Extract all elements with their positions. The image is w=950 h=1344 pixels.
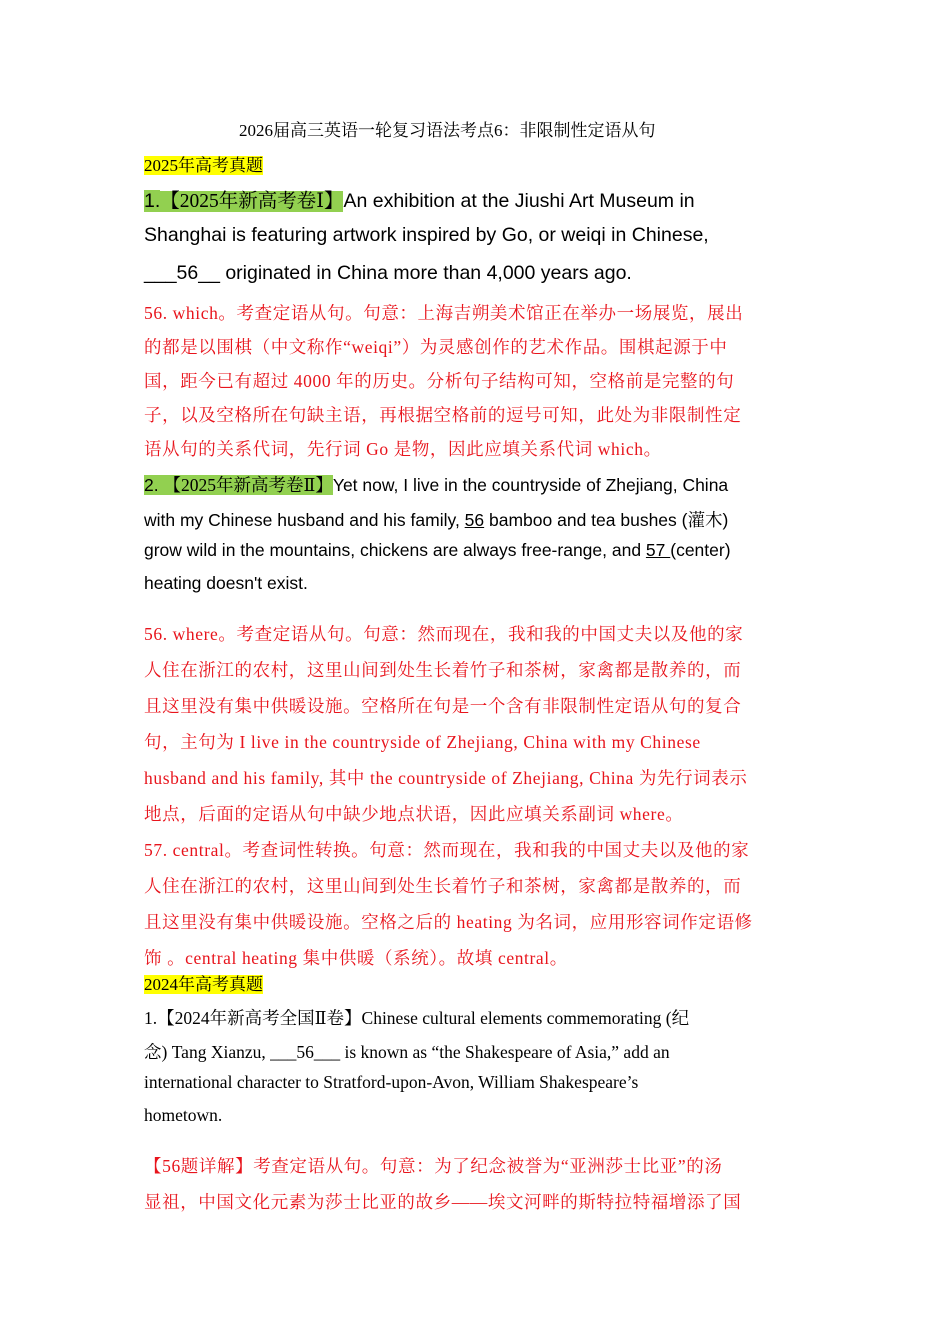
answer-line: 且这里没有集中供暖设施。空格之后的 heating 为名词，应用形容词作定语修 <box>144 912 753 932</box>
blank-57: 57 <box>645 540 671 560</box>
question-2024-1-line-4: hometown. <box>144 1105 223 1125</box>
question-2025-2-line-1 <box>144 472 728 497</box>
question-text: 念) Tang Xianzu, <box>144 1042 271 1062</box>
question-2025-2-line-2 <box>144 507 728 532</box>
question-text: is known as “the Shakespeare of Asia,” add an <box>340 1042 670 1062</box>
question-source-tag: 【2025年新高考卷Ⅰ】 <box>160 191 344 212</box>
answer-line: 57. central。考查词性转换。句意：然而现在，我和我的中国丈夫以及他的家 <box>144 840 750 860</box>
question-text: with my Chinese husband and his family, <box>144 510 465 530</box>
answer-line: 饰 。central heating 集中供暖（系统）。故填 central。 <box>144 948 568 968</box>
question-number: 1. <box>144 190 161 212</box>
answer-line: 56. where。考查定语从句。句意：然而现在，我和我的中国丈夫以及他的家 <box>144 624 744 644</box>
blank-56: ___56___ <box>270 1042 341 1062</box>
answer-line: 显祖，中国文化元素为莎士比亚的故乡——埃文河畔的斯特拉特福增添了国 <box>144 1192 742 1212</box>
page-title: 2026届高三英语一轮复习语法考点6：非限制性定语从句 <box>239 121 656 140</box>
question-text: grow wild in the mountains, chickens are always free-range, and <box>144 540 646 560</box>
answer-line: 人住在浙江的农村，这里山间到处生长着竹子和茶树，家禽都是散养的，而 <box>144 876 742 896</box>
section-heading-2025 <box>144 151 263 176</box>
question-2024-1-line-1: 1.【2024年新高考全国Ⅱ卷】Chinese cultural elements commemorating (纪 <box>144 1008 690 1028</box>
answer-line: 56. which。考查定语从句。句意：上海吉朔美术馆正在举办一场展览，展出 <box>144 303 744 323</box>
question-2025-1-line-3: ___56__ originated in China more than 4,000 years ago. <box>144 262 632 284</box>
answer-line: husband and his family, 其中 the countryside of Zhejiang, China 为先行词表示 <box>144 768 748 788</box>
question-text: bamboo and tea bushes (灌木) <box>484 510 729 530</box>
question-text: Yet now, I live in the countryside of Zhejiang, China <box>332 475 729 495</box>
question-2025-1-line-1 <box>144 185 695 213</box>
question-2025-1-line-2: Shanghai is featuring artwork inspired by Go, or weiqi in Chinese, <box>144 224 709 246</box>
answer-line: 人住在浙江的农村，这里山间到处生长着竹子和茶树，家禽都是散养的，而 <box>144 660 742 680</box>
blank-56: 56 <box>464 510 485 530</box>
answer-line: 【56题详解】考查定语从句。句意：为了纪念被誉为“亚洲莎士比亚”的汤 <box>144 1156 723 1176</box>
question-2025-2-line-4: heating doesn't exist. <box>144 573 308 593</box>
question-text: An exhibition at the Jiushi Art Museum in <box>343 190 695 212</box>
question-text: (center) <box>670 540 731 560</box>
answer-line: 句，主句为 I live in the countryside of Zhejiang, China with my Chinese <box>144 732 701 752</box>
section-heading-2024-text: 2024年高考真题 <box>144 975 263 994</box>
question-2025-2-line-3 <box>144 540 731 561</box>
answer-line: 且这里没有集中供暖设施。空格所在句是一个含有非限制性定语从句的复合 <box>144 696 742 716</box>
question-number: 2. <box>144 475 164 495</box>
section-heading-2025-text: 2025年高考真题 <box>144 156 263 175</box>
answer-line: 子，以及空格所在句缺主语，再根据空格前的逗号可知，此处为非限制性定 <box>144 405 742 425</box>
question-source-tag: 【2025年新高考卷Ⅱ】 <box>163 475 333 495</box>
answer-line: 语从句的关系代词，先行词 Go 是物，因此应填关系代词 which。 <box>144 439 662 459</box>
answer-line: 国，距今已有超过 4000 年的历史。分析句子结构可知，空格前是完整的句 <box>144 371 735 391</box>
section-heading-2024 <box>144 970 263 995</box>
answer-line: 的都是以围棋（中文称作“weiqi”）为灵感创作的艺术作品。围棋起源于中 <box>144 337 728 357</box>
question-2024-1-line-2 <box>144 1039 670 1064</box>
question-2024-1-line-3: international character to Stratford-upon-Avon, William Shakespeare’s <box>144 1072 639 1092</box>
answer-line: 地点，后面的定语从句中缺少地点状语，因此应填关系副词 where。 <box>144 804 684 824</box>
